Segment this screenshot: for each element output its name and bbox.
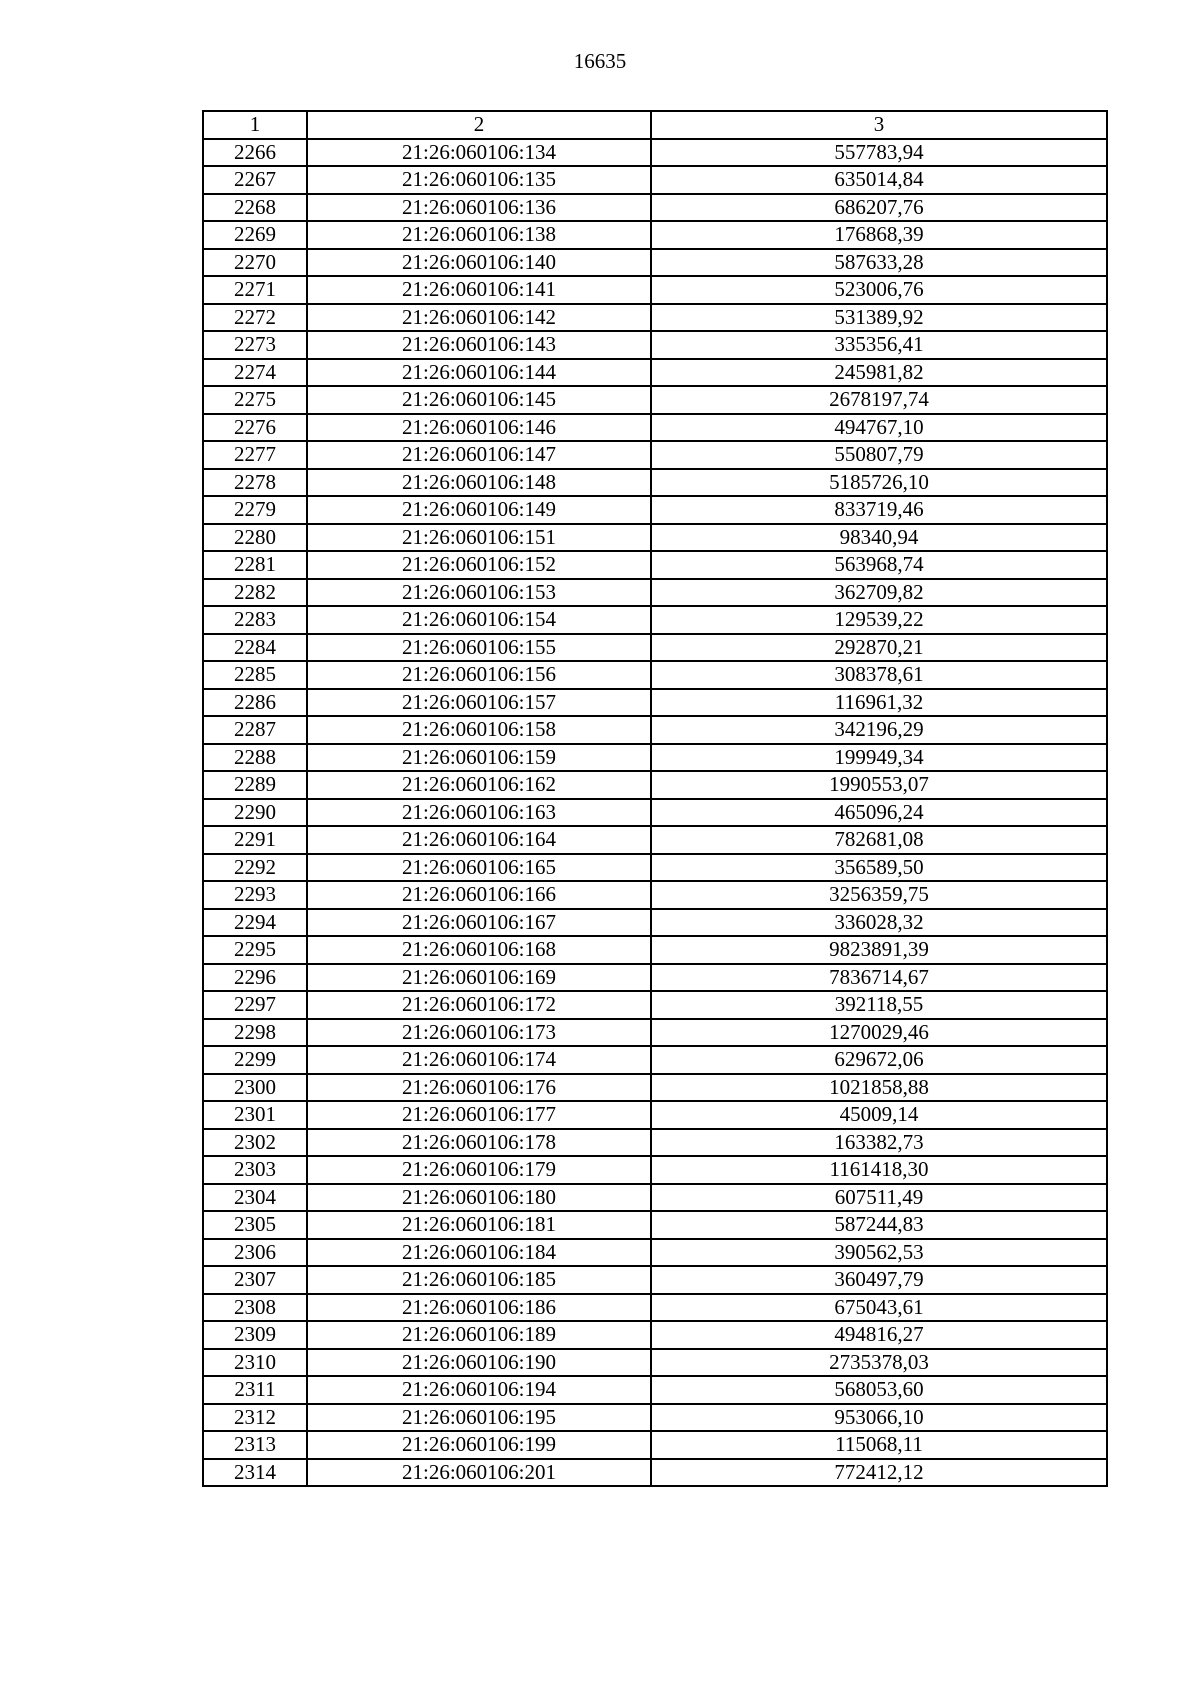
row-number-cell: 2313 xyxy=(203,1431,307,1459)
value-cell: 199949,34 xyxy=(651,744,1107,772)
row-number-cell: 2298 xyxy=(203,1019,307,1047)
cadastral-number-cell: 21:26:060106:176 xyxy=(307,1074,651,1102)
table-row xyxy=(203,441,1107,469)
value-cell: 782681,08 xyxy=(651,826,1107,854)
row-number-cell: 2296 xyxy=(203,964,307,992)
cadastral-number-cell: 21:26:060106:178 xyxy=(307,1129,651,1157)
table-row xyxy=(203,1349,1107,1377)
row-number-cell: 2273 xyxy=(203,331,307,359)
row-number-cell: 2301 xyxy=(203,1101,307,1129)
page-number: 16635 xyxy=(573,49,627,73)
table-row xyxy=(203,991,1107,1019)
value-cell: 772412,12 xyxy=(651,1459,1107,1487)
value-cell: 587633,28 xyxy=(651,249,1107,277)
value-cell: 360497,79 xyxy=(651,1266,1107,1294)
table-row xyxy=(203,1431,1107,1459)
value-cell: 686207,76 xyxy=(651,194,1107,222)
table-row xyxy=(203,524,1107,552)
table-row xyxy=(203,386,1107,414)
cadastral-number-cell: 21:26:060106:141 xyxy=(307,276,651,304)
cadastral-number-cell: 21:26:060106:179 xyxy=(307,1156,651,1184)
cadastral-number-cell: 21:26:060106:201 xyxy=(307,1459,651,1487)
cadastral-number-cell: 21:26:060106:144 xyxy=(307,359,651,387)
row-number-cell: 2269 xyxy=(203,221,307,249)
table-row xyxy=(203,606,1107,634)
value-cell: 1270029,46 xyxy=(651,1019,1107,1047)
row-number-cell: 2295 xyxy=(203,936,307,964)
value-cell: 245981,82 xyxy=(651,359,1107,387)
cadastral-number-cell: 21:26:060106:146 xyxy=(307,414,651,442)
cadastral-number-cell: 21:26:060106:136 xyxy=(307,194,651,222)
row-number-cell: 2306 xyxy=(203,1239,307,1267)
table-row xyxy=(203,166,1107,194)
row-number-cell: 2281 xyxy=(203,551,307,579)
table-row xyxy=(203,221,1107,249)
row-number-cell: 2283 xyxy=(203,606,307,634)
row-number-cell: 2299 xyxy=(203,1046,307,1074)
value-cell: 557783,94 xyxy=(651,139,1107,167)
table-row xyxy=(203,194,1107,222)
row-number-cell: 2312 xyxy=(203,1404,307,1432)
value-cell: 7836714,67 xyxy=(651,964,1107,992)
value-cell: 292870,21 xyxy=(651,634,1107,662)
cadastral-number-cell: 21:26:060106:166 xyxy=(307,881,651,909)
value-cell: 1990553,07 xyxy=(651,771,1107,799)
value-cell: 129539,22 xyxy=(651,606,1107,634)
table-row xyxy=(203,854,1107,882)
value-cell: 392118,55 xyxy=(651,991,1107,1019)
value-cell: 531389,92 xyxy=(651,304,1107,332)
column-header-2: 2 xyxy=(307,111,651,139)
value-cell: 675043,61 xyxy=(651,1294,1107,1322)
row-number-cell: 2279 xyxy=(203,496,307,524)
value-cell: 362709,82 xyxy=(651,579,1107,607)
value-cell: 1021858,88 xyxy=(651,1074,1107,1102)
table-row xyxy=(203,1321,1107,1349)
value-cell: 342196,29 xyxy=(651,716,1107,744)
row-number-cell: 2276 xyxy=(203,414,307,442)
cadastral-number-cell: 21:26:060106:199 xyxy=(307,1431,651,1459)
table-row xyxy=(203,1101,1107,1129)
column-header-1: 1 xyxy=(203,111,307,139)
row-number-cell: 2305 xyxy=(203,1211,307,1239)
cadastral-number-cell: 21:26:060106:167 xyxy=(307,909,651,937)
cadastral-number-cell: 21:26:060106:165 xyxy=(307,854,651,882)
value-cell: 629672,06 xyxy=(651,1046,1107,1074)
value-cell: 9823891,39 xyxy=(651,936,1107,964)
row-number-cell: 2309 xyxy=(203,1321,307,1349)
cadastral-number-cell: 21:26:060106:154 xyxy=(307,606,651,634)
row-number-cell: 2304 xyxy=(203,1184,307,1212)
value-cell: 45009,14 xyxy=(651,1101,1107,1129)
cadastral-number-cell: 21:26:060106:172 xyxy=(307,991,651,1019)
cadastral-number-cell: 21:26:060106:168 xyxy=(307,936,651,964)
value-cell: 308378,61 xyxy=(651,661,1107,689)
value-cell: 356589,50 xyxy=(651,854,1107,882)
table-row xyxy=(203,1376,1107,1404)
table-row xyxy=(203,1046,1107,1074)
table-row xyxy=(203,634,1107,662)
cadastral-number-cell: 21:26:060106:140 xyxy=(307,249,651,277)
row-number-cell: 2277 xyxy=(203,441,307,469)
cadastral-number-cell: 21:26:060106:155 xyxy=(307,634,651,662)
cadastral-number-cell: 21:26:060106:174 xyxy=(307,1046,651,1074)
table-row xyxy=(203,249,1107,277)
row-number-cell: 2284 xyxy=(203,634,307,662)
cadastral-number-cell: 21:26:060106:173 xyxy=(307,1019,651,1047)
value-cell: 494816,27 xyxy=(651,1321,1107,1349)
table-row xyxy=(203,496,1107,524)
row-number-cell: 2267 xyxy=(203,166,307,194)
table-row xyxy=(203,1294,1107,1322)
value-cell: 163382,73 xyxy=(651,1129,1107,1157)
row-number-cell: 2274 xyxy=(203,359,307,387)
table-row xyxy=(203,579,1107,607)
row-number-cell: 2271 xyxy=(203,276,307,304)
column-header-3: 3 xyxy=(651,111,1107,139)
cadastral-number-cell: 21:26:060106:163 xyxy=(307,799,651,827)
value-cell: 550807,79 xyxy=(651,441,1107,469)
row-number-cell: 2294 xyxy=(203,909,307,937)
value-cell: 833719,46 xyxy=(651,496,1107,524)
row-number-cell: 2293 xyxy=(203,881,307,909)
table-row xyxy=(203,139,1107,167)
cadastral-number-cell: 21:26:060106:135 xyxy=(307,166,651,194)
table-row xyxy=(203,276,1107,304)
table-row xyxy=(203,689,1107,717)
cadastral-number-cell: 21:26:060106:190 xyxy=(307,1349,651,1377)
cadastral-number-cell: 21:26:060106:189 xyxy=(307,1321,651,1349)
cadastral-number-cell: 21:26:060106:162 xyxy=(307,771,651,799)
table-row xyxy=(203,1239,1107,1267)
data-table xyxy=(202,110,1108,1487)
cadastral-number-cell: 21:26:060106:186 xyxy=(307,1294,651,1322)
value-cell: 2735378,03 xyxy=(651,1349,1107,1377)
cadastral-number-cell: 21:26:060106:180 xyxy=(307,1184,651,1212)
value-cell: 568053,60 xyxy=(651,1376,1107,1404)
row-number-cell: 2291 xyxy=(203,826,307,854)
cadastral-number-cell: 21:26:060106:169 xyxy=(307,964,651,992)
cadastral-number-cell: 21:26:060106:138 xyxy=(307,221,651,249)
value-cell: 390562,53 xyxy=(651,1239,1107,1267)
cadastral-number-cell: 21:26:060106:149 xyxy=(307,496,651,524)
value-cell: 563968,74 xyxy=(651,551,1107,579)
value-cell: 116961,32 xyxy=(651,689,1107,717)
table-row xyxy=(203,331,1107,359)
table-row xyxy=(203,1266,1107,1294)
table-body xyxy=(203,139,1107,1487)
cadastral-number-cell: 21:26:060106:145 xyxy=(307,386,651,414)
value-cell: 5185726,10 xyxy=(651,469,1107,497)
row-number-cell: 2270 xyxy=(203,249,307,277)
cadastral-number-cell: 21:26:060106:181 xyxy=(307,1211,651,1239)
row-number-cell: 2290 xyxy=(203,799,307,827)
value-cell: 115068,11 xyxy=(651,1431,1107,1459)
row-number-cell: 2282 xyxy=(203,579,307,607)
row-number-cell: 2268 xyxy=(203,194,307,222)
table-row xyxy=(203,964,1107,992)
value-cell: 1161418,30 xyxy=(651,1156,1107,1184)
row-number-cell: 2280 xyxy=(203,524,307,552)
table-row xyxy=(203,359,1107,387)
cadastral-number-cell: 21:26:060106:156 xyxy=(307,661,651,689)
cadastral-number-cell: 21:26:060106:185 xyxy=(307,1266,651,1294)
table-row xyxy=(203,799,1107,827)
table-row xyxy=(203,469,1107,497)
value-cell: 587244,83 xyxy=(651,1211,1107,1239)
cadastral-number-cell: 21:26:060106:152 xyxy=(307,551,651,579)
cadastral-number-cell: 21:26:060106:184 xyxy=(307,1239,651,1267)
cadastral-number-cell: 21:26:060106:151 xyxy=(307,524,651,552)
table-row xyxy=(203,1459,1107,1487)
table-row xyxy=(203,1156,1107,1184)
value-cell: 176868,39 xyxy=(651,221,1107,249)
row-number-cell: 2303 xyxy=(203,1156,307,1184)
table-row xyxy=(203,881,1107,909)
cadastral-number-cell: 21:26:060106:142 xyxy=(307,304,651,332)
row-number-cell: 2286 xyxy=(203,689,307,717)
row-number-cell: 2275 xyxy=(203,386,307,414)
table-row xyxy=(203,304,1107,332)
row-number-cell: 2278 xyxy=(203,469,307,497)
value-cell: 635014,84 xyxy=(651,166,1107,194)
table-row xyxy=(203,909,1107,937)
cadastral-number-cell: 21:26:060106:147 xyxy=(307,441,651,469)
cadastral-number-cell: 21:26:060106:195 xyxy=(307,1404,651,1432)
value-cell: 523006,76 xyxy=(651,276,1107,304)
cadastral-number-cell: 21:26:060106:143 xyxy=(307,331,651,359)
row-number-cell: 2308 xyxy=(203,1294,307,1322)
cadastral-number-cell: 21:26:060106:148 xyxy=(307,469,651,497)
value-cell: 3256359,75 xyxy=(651,881,1107,909)
table-row xyxy=(203,771,1107,799)
cadastral-number-cell: 21:26:060106:164 xyxy=(307,826,651,854)
table-row xyxy=(203,414,1107,442)
row-number-cell: 2266 xyxy=(203,139,307,167)
cadastral-number-cell: 21:26:060106:157 xyxy=(307,689,651,717)
table-row xyxy=(203,1211,1107,1239)
table-row xyxy=(203,551,1107,579)
cadastral-number-cell: 21:26:060106:177 xyxy=(307,1101,651,1129)
row-number-cell: 2292 xyxy=(203,854,307,882)
table-row xyxy=(203,744,1107,772)
value-cell: 335356,41 xyxy=(651,331,1107,359)
table-header-row xyxy=(203,111,1107,139)
table-row xyxy=(203,1184,1107,1212)
table-row xyxy=(203,1074,1107,1102)
table-row xyxy=(203,661,1107,689)
value-cell: 494767,10 xyxy=(651,414,1107,442)
row-number-cell: 2272 xyxy=(203,304,307,332)
row-number-cell: 2300 xyxy=(203,1074,307,1102)
cadastral-number-cell: 21:26:060106:134 xyxy=(307,139,651,167)
table-row xyxy=(203,1129,1107,1157)
row-number-cell: 2285 xyxy=(203,661,307,689)
cadastral-number-cell: 21:26:060106:153 xyxy=(307,579,651,607)
value-cell: 336028,32 xyxy=(651,909,1107,937)
value-cell: 98340,94 xyxy=(651,524,1107,552)
table-row xyxy=(203,826,1107,854)
row-number-cell: 2287 xyxy=(203,716,307,744)
row-number-cell: 2310 xyxy=(203,1349,307,1377)
value-cell: 607511,49 xyxy=(651,1184,1107,1212)
row-number-cell: 2297 xyxy=(203,991,307,1019)
row-number-cell: 2314 xyxy=(203,1459,307,1487)
row-number-cell: 2311 xyxy=(203,1376,307,1404)
value-cell: 465096,24 xyxy=(651,799,1107,827)
table-row xyxy=(203,1019,1107,1047)
cadastral-number-cell: 21:26:060106:158 xyxy=(307,716,651,744)
row-number-cell: 2307 xyxy=(203,1266,307,1294)
table-row xyxy=(203,716,1107,744)
table-row xyxy=(203,1404,1107,1432)
row-number-cell: 2289 xyxy=(203,771,307,799)
cadastral-number-cell: 21:26:060106:194 xyxy=(307,1376,651,1404)
value-cell: 2678197,74 xyxy=(651,386,1107,414)
row-number-cell: 2288 xyxy=(203,744,307,772)
row-number-cell: 2302 xyxy=(203,1129,307,1157)
cadastral-number-cell: 21:26:060106:159 xyxy=(307,744,651,772)
value-cell: 953066,10 xyxy=(651,1404,1107,1432)
table-row xyxy=(203,936,1107,964)
